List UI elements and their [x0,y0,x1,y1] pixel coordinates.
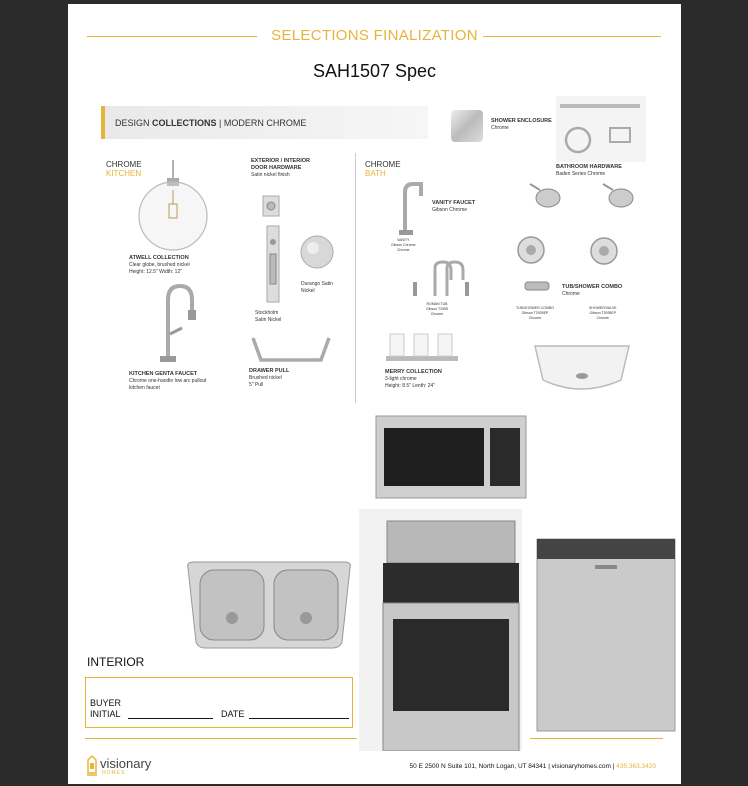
tub-title: TUB/SHOWER COMBO [562,284,623,290]
durango-line2: Nickel [301,288,315,294]
vanity-small3: Chrome [397,248,410,252]
collage-divider [355,153,356,403]
date-label: DATE [221,709,245,719]
door-title2: DOOR HARDWARE [251,165,302,171]
bath-category [365,160,401,178]
shower-desc: Chrome [491,125,509,131]
tub-small2: Gibson T2935EP [521,311,549,315]
shower-enclosure-swatch [451,110,483,142]
shw-small-caption [589,306,617,321]
page-header-title: SELECTIONS FINALIZATION [271,27,478,44]
tub-small3: Chrome [528,316,542,320]
pull-title: DRAWER PULL [249,368,290,374]
kitchen-sink-image [182,558,356,652]
genta-desc2: kitchen faucet [129,385,160,391]
interior-heading: INTERIOR [87,655,145,669]
atwell-desc: Clear globe, brushed nickel [129,262,190,268]
tub-spout-image [523,278,553,296]
merry-caption [385,369,442,390]
durango-caption [301,281,333,295]
roman-small3: Chrome [430,312,444,316]
microwave-image [374,414,530,500]
kitchen-cat-line1: CHROME [106,160,142,169]
stockholm-line2: Satin Nickel [255,317,282,323]
bath-hw-title: BATHROOM HARDWARE [556,164,622,170]
tub-shower-caption [562,284,622,298]
vanity-desc: Gibson Chrome [432,207,468,213]
vanity-small-caption [391,238,416,253]
buyer-initial-box [85,677,353,728]
roman-small2: Gibson T2955 [426,307,448,311]
merry-desc: 3-light chrome [385,376,417,382]
pull-desc: Brushed nickel [249,375,282,381]
address-text: 50 E 2500 N Suite 101, North Logan, UT 84341 | visionaryhomes.com | [409,763,615,770]
kitchen-faucet-image [146,282,196,367]
shower-valve-image-1 [516,233,546,267]
initial-line[interactable] [128,718,213,719]
bath-cat-line1: CHROME [365,160,401,169]
genta-title: KITCHEN GENTA FAUCET [129,371,198,377]
bath-cat-line2: BATH [365,169,386,178]
logo-sub: HOMES [102,770,126,776]
initial-label: INITIAL [90,709,121,719]
door-desc: Satin nickel finish [251,172,290,178]
vanity-title: VANITY FAUCET [432,200,476,206]
banner-prefix: DESIGN [115,118,150,128]
roman-tub-faucet-image [407,258,473,300]
vanity-small2: Gibson Chrome [391,243,416,247]
tub-desc: Chrome [562,291,580,297]
shower-head-image-1 [526,180,566,214]
knob-image [299,234,335,270]
merry-dims: Height: 8.5" Lenth: 24" [385,383,435,389]
tub-small-caption [516,306,554,321]
phone-text: 435.363.3420 [616,763,656,770]
banner-bold: COLLECTIONS [152,118,217,128]
bath-hw-desc: Baden Series Chrome [556,171,606,177]
drawer-pull-image [249,334,331,364]
vanity-small1: VANITY [397,238,410,242]
logo-brand: visionary [100,756,152,771]
shw-small3: Chrome [596,316,609,320]
atwell-dims: Height: 12.5" Width: 12" [129,269,183,275]
shw-small2: Gibson T2935EP [589,311,617,315]
shw-small1: SHOWER/VALVE [589,306,617,310]
door-title1: EXTERIOR / INTERIOR [251,158,310,164]
tub-small1: TUB/SHOWER COMBO [516,306,554,310]
deadbolt-image [261,194,283,218]
stockholm-caption [255,310,281,324]
atwell-caption [129,255,190,276]
genta-desc1: Chrome one-handle low arc pullout [129,378,207,384]
durango-line1: Durango Satin [301,281,333,287]
visionary-logo [85,754,175,779]
footer-address [410,763,656,770]
undermount-sink-image [529,336,635,400]
collection-banner [101,106,428,139]
vanity-light-image [384,326,460,366]
bath-hardware-caption [556,164,622,178]
dishwasher-image [535,537,677,733]
date-line[interactable] [249,718,349,719]
spec-page [68,4,681,784]
range-image [359,509,522,751]
design-collage [101,88,646,406]
genta-caption [129,371,207,392]
handleset-image [261,224,285,304]
pull-size: 5" Pull [249,382,264,388]
vanity-faucet-image [395,178,425,236]
shower-title: SHOWER ENCLOSURE [491,118,552,124]
footer-rule-left [85,738,357,739]
door-hardware-caption [251,158,310,179]
shower-caption [491,118,552,132]
bath-accessories-image [556,96,646,162]
shower-valve-image-2 [589,234,619,268]
drawer-pull-caption [249,368,289,389]
atwell-title: ATWELL COLLECTION [129,255,189,261]
spec-title: SAH1507 Spec [312,61,437,81]
banner-suffix: | MODERN CHROME [219,118,307,128]
roman-small1: ROMAN TUB [426,302,448,306]
footer-rule-right [530,738,663,739]
lantern-icon [85,755,99,777]
buyer-label: BUYER [90,698,122,708]
stockholm-line1: Stockholm [255,310,279,316]
merry-title: MERRY COLLECTION [385,369,442,375]
vanity-caption [432,200,475,214]
kitchen-cat-line2: KITCHEN [106,169,142,178]
roman-small-caption [426,302,448,317]
globe-pendant-image [131,160,211,260]
shower-head-image-2 [599,180,639,214]
